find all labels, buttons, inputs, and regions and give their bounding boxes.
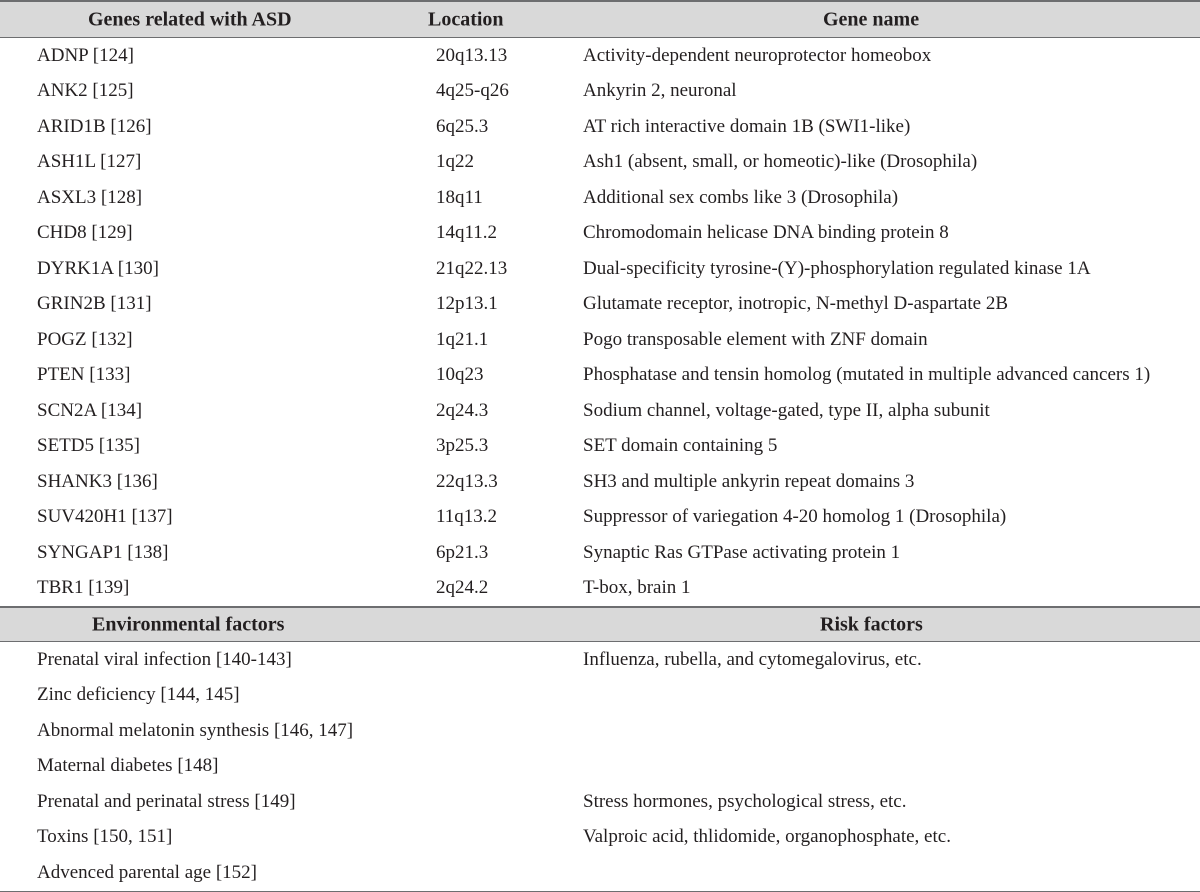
gene-symbol-cell: SYNGAP1 [138] (37, 541, 169, 563)
table-row (0, 713, 1200, 749)
gene-table-header (0, 0, 1200, 38)
table-row (0, 74, 1200, 110)
gene-name-cell: Pogo transposable element with ZNF domain (583, 328, 928, 350)
gene-name-cell: AT rich interactive domain 1B (SWI1-like) (583, 115, 911, 137)
table-row (0, 109, 1200, 145)
table-row (0, 464, 1200, 500)
gene-symbol-cell: TBR1 [139] (37, 577, 130, 599)
location-cell: 14q11.2 (436, 222, 498, 244)
location-cell: 6p21.3 (436, 541, 489, 563)
environmental-factor-cell: Prenatal and perinatal stress [149] (37, 790, 296, 812)
gene-symbol-cell: GRIN2B [131] (37, 293, 152, 315)
location-cell: 1q21.1 (436, 328, 489, 350)
env-table-header (0, 606, 1200, 642)
table-row (0, 287, 1200, 323)
gene-symbol-cell: CHD8 [129] (37, 222, 133, 244)
environmental-factor-cell: Toxins [150, 151] (37, 826, 173, 848)
location-cell: 20q13.13 (436, 44, 508, 66)
gene-name-cell: Additional sex combs like 3 (Drosophila) (583, 186, 899, 208)
gene-symbol-cell: ASXL3 [128] (37, 186, 143, 208)
gene-symbol-cell: ANK2 [125] (37, 80, 134, 102)
gene-name-cell: Suppressor of variegation 4-20 homolog 1 (Drosophila) (583, 506, 1007, 528)
environmental-factor-cell: Abnormal melatonin synthesis [146, 147] (37, 719, 354, 741)
table-bottom-rule (0, 891, 1200, 892)
table-row (0, 216, 1200, 252)
gene-symbol-cell: PTEN [133] (37, 364, 131, 386)
gene-name-cell: Dual-specificity tyrosine-(Y)-phosphorylation regulated kinase 1A (583, 257, 1091, 279)
location-cell: 18q11 (436, 186, 483, 208)
gene-name-cell: Chromodomain helicase DNA binding protein 8 (583, 222, 949, 244)
location-cell: 6q25.3 (436, 115, 489, 137)
header-location: Location (428, 8, 504, 30)
gene-symbol-cell: ARID1B [126] (37, 115, 152, 137)
gene-name-cell: SH3 and multiple ankyrin repeat domains 3 (583, 470, 915, 492)
gene-name-cell: Ash1 (absent, small, or homeotic)-like (Drosophila) (583, 151, 978, 173)
table-row (0, 820, 1200, 856)
environmental-factor-cell: Advenced parental age [152] (37, 861, 257, 883)
gene-symbol-cell: POGZ [132] (37, 328, 133, 350)
table-row (0, 180, 1200, 216)
gene-name-cell: Activity-dependent neuroprotector homeobox (583, 44, 932, 66)
gene-name-cell: Synaptic Ras GTPase activating protein 1 (583, 541, 901, 563)
env-table-body (0, 642, 1200, 891)
environmental-factor-cell: Maternal diabetes [148] (37, 755, 219, 777)
table-row (0, 38, 1200, 74)
environmental-factor-cell: Prenatal viral infection [140-143] (37, 648, 292, 670)
risk-factor-cell: Valproic acid, thlidomide, organophosphate, etc. (583, 826, 951, 848)
gene-symbol-cell: ASH1L [127] (37, 151, 142, 173)
location-cell: 11q13.2 (436, 506, 498, 528)
header-gene-name: Gene name (823, 8, 920, 30)
location-cell: 10q23 (436, 364, 484, 386)
table-row (0, 535, 1200, 571)
location-cell: 22q13.3 (436, 470, 498, 492)
table-row (0, 500, 1200, 536)
location-cell: 2q24.2 (436, 577, 489, 599)
gene-symbol-cell: DYRK1A [130] (37, 257, 159, 279)
gene-name-cell: Phosphatase and tensin homolog (mutated in multiple advanced cancers 1) (583, 364, 1151, 386)
table-row (0, 145, 1200, 181)
location-cell: 2q24.3 (436, 399, 489, 421)
table-row (0, 678, 1200, 714)
gene-symbol-cell: SETD5 [135] (37, 435, 140, 457)
table-row (0, 749, 1200, 785)
risk-factor-cell: Stress hormones, psychological stress, etc. (583, 790, 907, 812)
header-risk-factors: Risk factors (820, 613, 923, 635)
table-row (0, 322, 1200, 358)
table-row (0, 784, 1200, 820)
gene-name-cell: T-box, brain 1 (583, 577, 691, 599)
gene-name-cell: Glutamate receptor, inotropic, N-methyl D-aspartate 2B (583, 293, 1009, 315)
gene-name-cell: Sodium channel, voltage-gated, type II, alpha subunit (583, 399, 990, 421)
table-row (0, 642, 1200, 678)
environmental-factor-cell: Zinc deficiency [144, 145] (37, 684, 240, 706)
gene-symbol-cell: ADNP [124] (37, 44, 134, 66)
location-cell: 21q22.13 (436, 257, 508, 279)
gene-symbol-cell: SHANK3 [136] (37, 470, 158, 492)
gene-symbol-cell: SCN2A [134] (37, 399, 143, 421)
table-row (0, 251, 1200, 287)
location-cell: 4q25-q26 (436, 80, 509, 102)
header-genes: Genes related with ASD (88, 8, 292, 30)
location-cell: 1q22 (436, 151, 474, 173)
table-row (0, 358, 1200, 394)
gene-name-cell: SET domain containing 5 (583, 435, 778, 457)
gene-symbol-cell: SUV420H1 [137] (37, 506, 173, 528)
gene-table-body (0, 38, 1200, 606)
table-row (0, 855, 1200, 891)
gene-name-cell: Ankyrin 2, neuronal (583, 80, 737, 102)
table-row (0, 571, 1200, 607)
location-cell: 3p25.3 (436, 435, 489, 457)
header-environmental-factors: Environmental factors (92, 613, 285, 635)
location-cell: 12p13.1 (436, 293, 498, 315)
table-row (0, 393, 1200, 429)
table-row (0, 429, 1200, 465)
risk-factor-cell: Influenza, rubella, and cytomegalovirus, etc. (583, 648, 922, 670)
